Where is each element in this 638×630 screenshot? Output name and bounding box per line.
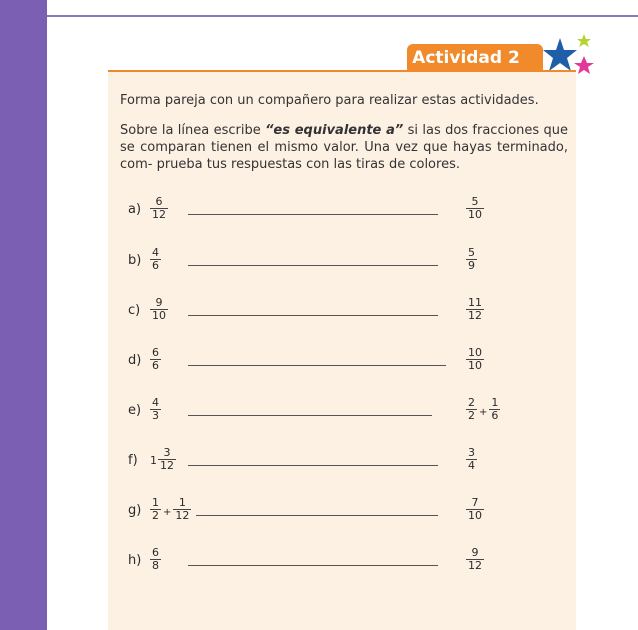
exercise-row-g — [0, 495, 638, 535]
plus-sign: + — [479, 406, 488, 418]
whole-part: 1 — [150, 454, 157, 467]
instruction-line-1: Forma pareja con un compañero para realizar estas actividades. — [120, 93, 539, 108]
denominator: 2 — [152, 509, 159, 522]
blue-star-icon — [543, 38, 577, 71]
numerator: 10 — [468, 346, 482, 359]
numerator: 11 — [468, 296, 482, 309]
denominator: 12 — [160, 459, 174, 472]
numerator: 2 — [468, 396, 475, 409]
left-fraction — [150, 247, 161, 272]
numerator: 3 — [163, 446, 171, 459]
exercise-row-c — [0, 295, 638, 335]
answer-line[interactable] — [188, 465, 438, 466]
answer-line[interactable] — [188, 315, 438, 316]
exercise-letter: a) — [128, 202, 142, 217]
left-fraction — [150, 347, 161, 372]
numerator: 9 — [155, 296, 163, 309]
answer-line[interactable] — [196, 515, 438, 516]
left-fraction — [150, 297, 168, 322]
activity-title: Actividad 2 — [412, 48, 520, 68]
denominator: 8 — [152, 559, 159, 572]
instruction-paragraph — [120, 122, 568, 173]
numerator: 9 — [471, 546, 479, 559]
right-fraction-sum — [466, 397, 500, 422]
right-fraction — [466, 196, 484, 221]
numerator: 1 — [491, 396, 499, 409]
denominator: 9 — [468, 259, 475, 272]
answer-line[interactable] — [188, 214, 438, 215]
exercise-row-d — [0, 345, 638, 385]
denominator: 6 — [152, 359, 159, 372]
exercise-letter: b) — [128, 253, 142, 268]
numerator: 4 — [152, 396, 159, 409]
numerator: 5 — [468, 246, 475, 259]
answer-line[interactable] — [188, 265, 438, 266]
denominator: 10 — [152, 309, 166, 322]
left-fraction — [150, 397, 161, 422]
numerator: 7 — [471, 496, 479, 509]
numerator: 3 — [468, 446, 475, 459]
denominator: 10 — [468, 359, 482, 372]
right-fraction — [466, 547, 484, 572]
exercise-letter: c) — [128, 303, 141, 318]
exercise-row-a — [0, 194, 638, 234]
left-fraction-sum — [150, 497, 191, 522]
exercise-row-h — [0, 545, 638, 585]
denominator: 6 — [152, 259, 159, 272]
denominator: 10 — [468, 208, 482, 221]
instruction-text: Sobre la línea escribe — [120, 123, 266, 138]
numerator: 6 — [155, 195, 163, 208]
exercise-letter: d) — [128, 353, 142, 368]
denominator: 12 — [175, 509, 190, 522]
right-fraction — [466, 247, 477, 272]
denominator: 10 — [468, 509, 482, 522]
numerator: 5 — [471, 195, 479, 208]
right-fraction — [466, 447, 477, 472]
pink-star-icon — [574, 56, 594, 74]
denominator: 12 — [152, 208, 166, 221]
left-fraction — [150, 547, 161, 572]
denominator: 12 — [468, 559, 482, 572]
top-divider — [47, 15, 638, 17]
right-fraction — [466, 347, 484, 372]
exercise-letter: h) — [128, 553, 142, 568]
right-fraction — [466, 497, 484, 522]
numerator: 1 — [152, 496, 159, 509]
answer-line[interactable] — [188, 565, 438, 566]
green-star-icon — [577, 34, 591, 47]
plus-sign: + — [163, 506, 172, 518]
activity-tab — [407, 44, 543, 72]
denominator: 12 — [468, 309, 482, 322]
denominator: 2 — [468, 409, 475, 422]
denominator: 4 — [468, 459, 475, 472]
instruction-emphasis: “es equivalente a” — [265, 123, 404, 138]
numerator: 1 — [178, 496, 186, 509]
exercise-row-b — [0, 245, 638, 285]
answer-line[interactable] — [188, 415, 432, 416]
left-mixed-number — [150, 447, 176, 472]
instruction-text-cont: si las dos fracciones que se comparan tienen el mismo valor. Una vez que hayas terminado, com- prueba tus respuestas con las tiras de colores. — [120, 123, 569, 172]
numerator: 6 — [152, 346, 159, 359]
numerator: 6 — [152, 546, 159, 559]
numerator: 4 — [152, 246, 159, 259]
right-fraction — [466, 297, 484, 322]
exercise-letter: g) — [128, 503, 142, 518]
exercise-letter: e) — [128, 403, 142, 418]
exercise-row-e — [0, 395, 638, 435]
denominator: 3 — [152, 409, 159, 422]
left-fraction — [150, 196, 168, 221]
answer-line[interactable] — [188, 365, 446, 366]
exercise-letter: f) — [128, 453, 138, 468]
denominator: 6 — [491, 409, 499, 422]
exercise-row-f — [0, 445, 638, 485]
